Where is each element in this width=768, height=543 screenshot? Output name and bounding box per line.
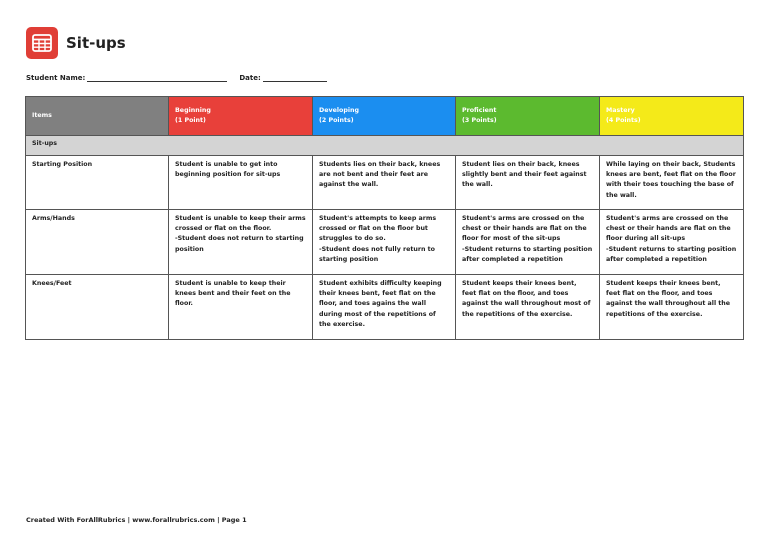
section-row [26, 136, 744, 156]
table-grid-icon [26, 27, 58, 59]
section-title: Sit-ups [26, 136, 744, 156]
column-header-proficient [456, 97, 600, 136]
column-title: Beginning [175, 106, 211, 114]
column-points: (4 Points) [606, 117, 641, 124]
table-row [26, 156, 744, 210]
rubric-cell: Student's arms are crossed on the chest or their hands are flat on the floor during all sit-ups -Student returns to starting position after completed a repetition [600, 210, 744, 275]
rubric-cell: While laying on their back, Students knees are bent, feet flat on the floor with their toes touching the base of the wall. [600, 156, 744, 210]
student-info-fields [26, 73, 327, 82]
rubric-cell: Student is unable to keep their knees bent and their feet on the floor. [169, 275, 313, 340]
rubric-cell: Student keeps their knees bent, feet flat on the floor, and toes against the wall throughout all the repetitions of the exercise. [600, 275, 744, 340]
rubric-cell: Students lies on their back, knees are not bent and their feet are against the wall. [313, 156, 456, 210]
page-footer: Created With ForAllRubrics | www.forallrubrics.com | Page 1 [26, 516, 247, 524]
date-label: Date: [239, 74, 261, 82]
rubric-cell: Student is unable to get into beginning position for sit-ups [169, 156, 313, 210]
row-item-label: Arms/Hands [26, 210, 169, 275]
date-field[interactable] [263, 73, 327, 82]
column-header-beginning [169, 97, 313, 136]
table-row [26, 275, 744, 340]
column-title: Mastery [606, 106, 635, 114]
column-points: (1 Point) [175, 117, 206, 124]
column-title: Proficient [462, 106, 497, 114]
rubric-cell: Student's attempts to keep arms crossed or flat on the floor but struggles to do so. -Student does not fully return to starting position [313, 210, 456, 275]
column-points: (3 Points) [462, 117, 497, 124]
student-name-field[interactable] [87, 73, 227, 82]
row-item-label: Knees/Feet [26, 275, 169, 340]
student-name-label: Student Name: [26, 74, 86, 82]
page-title: Sit-ups [66, 34, 126, 52]
column-points: (2 Points) [319, 117, 354, 124]
table-row [26, 210, 744, 275]
rubric-cell: Student lies on their back, knees slightly bent and their feet against the wall. [456, 156, 600, 210]
column-title: Developing [319, 106, 360, 114]
header-row [26, 97, 744, 136]
column-header-developing [313, 97, 456, 136]
column-title: Items [32, 111, 52, 119]
rubric-cell: Student is unable to keep their arms crossed or flat on the floor. -Student does not return to starting position [169, 210, 313, 275]
column-header-items [26, 97, 169, 136]
rubric-cell: Student exhibits difficulty keeping their knees bent, feet flat on the floor, and toes agains the wall during most of the repetitions of the exercise. [313, 275, 456, 340]
page-header [26, 27, 126, 59]
rubric-cell: Student keeps their knees bent, feet flat on the floor, and toes against the wall throughout most of the repetitions of the exercise. [456, 275, 600, 340]
rubric-table [25, 96, 744, 340]
rubric-cell: Student's arms are crossed on the chest or their hands are flat on the floor for most of the sit-ups -Student returns to starting position after completed a repetition [456, 210, 600, 275]
column-header-mastery [600, 97, 744, 136]
row-item-label: Starting Position [26, 156, 169, 210]
